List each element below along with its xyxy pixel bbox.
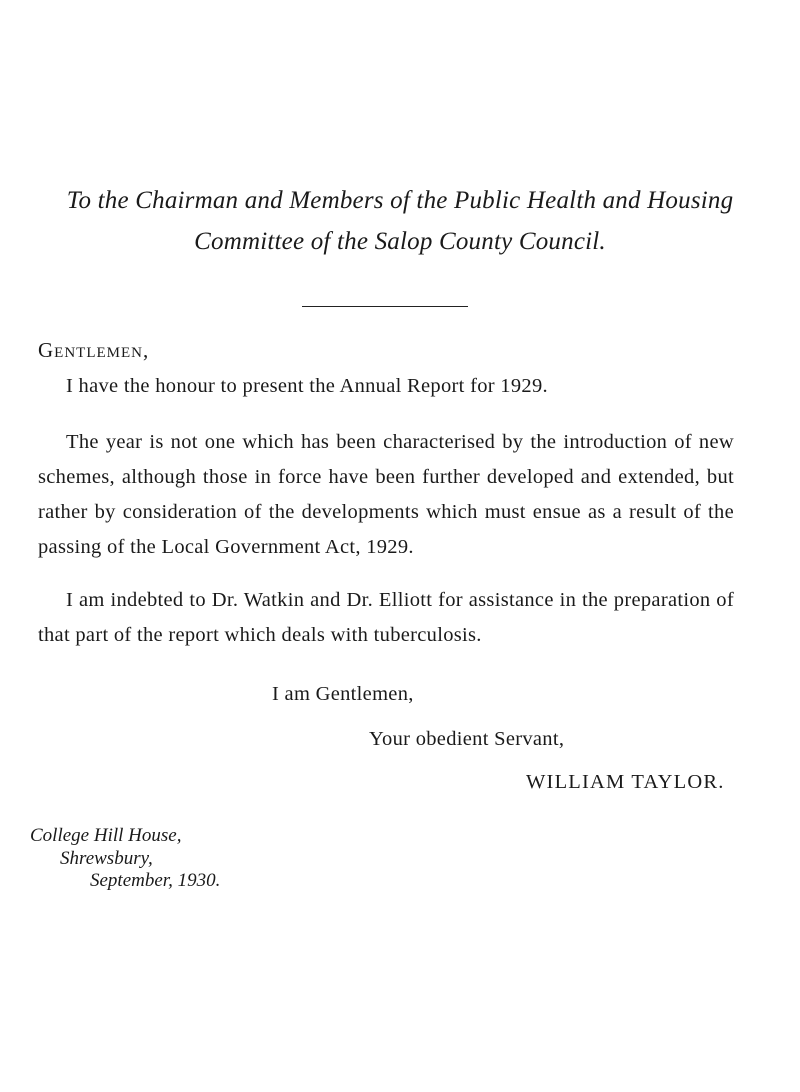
section-divider [302, 306, 468, 307]
place-date: September, 1930. [90, 870, 221, 891]
address-line-2: Committee of the Salop County Council. [194, 228, 606, 255]
closing-servant: Your obedient Servant, [369, 728, 565, 750]
closing-greeting: I am Gentlemen, [272, 683, 414, 705]
address-heading [30, 180, 770, 262]
signature-name: WILLIAM TAYLOR. [526, 771, 725, 793]
salutation: Gentlemen, [38, 338, 150, 362]
place-line-2: Shrewsbury, [60, 848, 153, 869]
paragraph-year-review: The year is not one which has been characterised by the introduction of new schemes, although those in force have been further developed and extended, but rather by consideration of the developments which must ensue as a result of the passing of the Local Government Act, 1929. [38, 431, 734, 558]
paragraph-acknowledgement: I am indebted to Dr. Watkin and Dr. Elliott for assistance in the preparation of that part of the report which deals with tuberculosis. [38, 589, 734, 646]
paragraph-intro: I have the honour to present the Annual Report for 1929. [66, 375, 548, 397]
place-line-1: College Hill House, [30, 825, 182, 846]
address-line-1: To the Chairman and Members of the Public Health and Housing [66, 187, 734, 214]
